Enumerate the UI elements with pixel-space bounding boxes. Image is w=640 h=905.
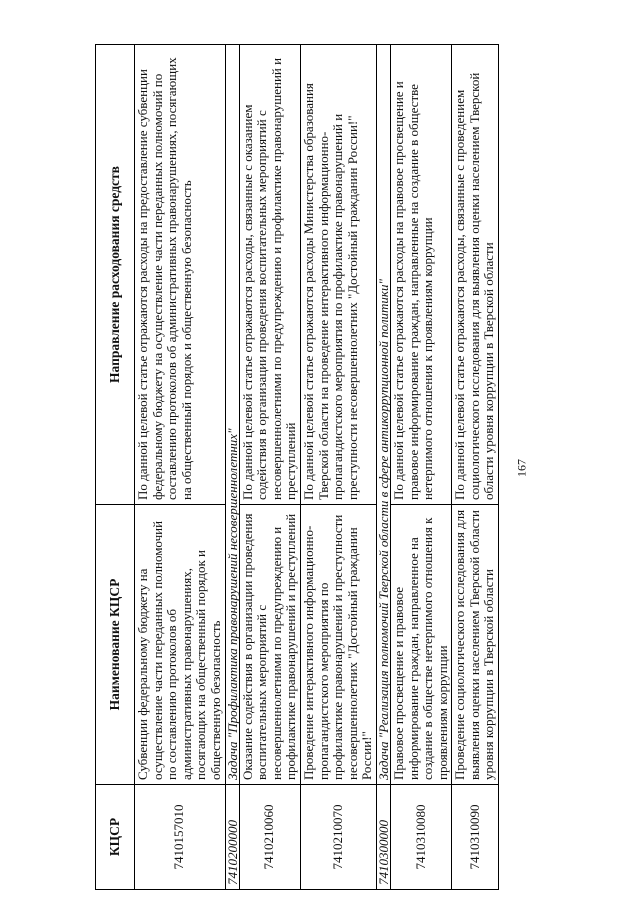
task-row — [225, 45, 239, 890]
row-name: Оказание содействия в организации проведения воспитательных мероприятий с несовершеннолетними по предупреждению и профилактике правонарушений и преступлений — [239, 505, 300, 785]
row-code: 7410310090 — [452, 785, 499, 890]
task-code: 7410300000 — [376, 785, 390, 890]
task-code: 7410200000 — [225, 785, 239, 890]
row-code: 7410157010 — [135, 785, 226, 890]
table-row — [390, 45, 451, 890]
task-title: Задача "Профилактика правонарушений несовершеннолетних" — [225, 45, 239, 785]
row-code: 7410210060 — [239, 785, 300, 890]
rotated-page-content — [95, 45, 545, 890]
row-direction: По данной целевой статье отражаются расходы, связанные с оказанием содействия в организации проведения воспитательных мероприятий с несовершеннолетними по предупреждению и профилактике правонарушений и преступлений — [239, 45, 300, 505]
row-name: Проведение интерактивного информационно-пропагандистского мероприятия по профилактике правонарушений и преступности несовершеннолетних "Достойный гражданин России!" — [300, 505, 376, 785]
table-row — [300, 45, 376, 890]
header-kcsr: КЦСР — [96, 785, 135, 890]
row-code: 7410310080 — [390, 785, 451, 890]
table-row — [239, 45, 300, 890]
table-row — [135, 45, 226, 890]
row-direction: По данной целевой статье отражаются расходы на предоставление субвенции федеральному бюджету на осуществление части переданных полномочий по составлению протоколов об административных правонарушениях, посягающих на общественный порядок и общественную безопасность — [135, 45, 226, 505]
header-direction: Направление расходования средств — [96, 45, 135, 505]
row-direction: По данной целевой статье отражаются расходы на правовое просвещение и правовое информирование граждан, направленные на создание в обществе нетерпимого отношения к проявлениям коррупции — [390, 45, 451, 505]
row-direction: По данной целевой статье отражаются расходы, связанные с проведением социологического исследования для выявления оценки населением Тверской области уровня коррупции в Тверской области — [452, 45, 499, 505]
task-title: Задача "Реализация полномочий Тверской области в сфере антикоррупционной политики" — [376, 45, 390, 785]
row-name: Проведение социологического исследования для выявления оценки населением Тверской области уровня коррупции в Тверской области — [452, 505, 499, 785]
kcsr-table — [95, 44, 499, 890]
header-name: Наименование КЦСР — [96, 505, 135, 785]
row-direction: По данной целевой статье отражаются расходы Министерства образования Тверской области на проведение интерактивного информационно-пропагандистского мероприятия по профилактике правонарушений и преступности несовершеннолетних "Достойный гражданин России!" — [300, 45, 376, 505]
row-name: Правовое просвещение и правовое информирование граждан, направленное на создание в обществе нетерпимого отношения к проявлениям коррупции — [390, 505, 451, 785]
table-row — [452, 45, 499, 890]
page-number: 167 — [514, 459, 529, 477]
row-code: 7410210070 — [300, 785, 376, 890]
task-row — [376, 45, 390, 890]
row-name: Субвенции федеральному бюджету на осуществление части переданных полномочий по составлению протоколов об административных правонарушениях, посягающих на общественный порядок и общественную безопасность — [135, 505, 226, 785]
table-header-row — [96, 45, 135, 890]
